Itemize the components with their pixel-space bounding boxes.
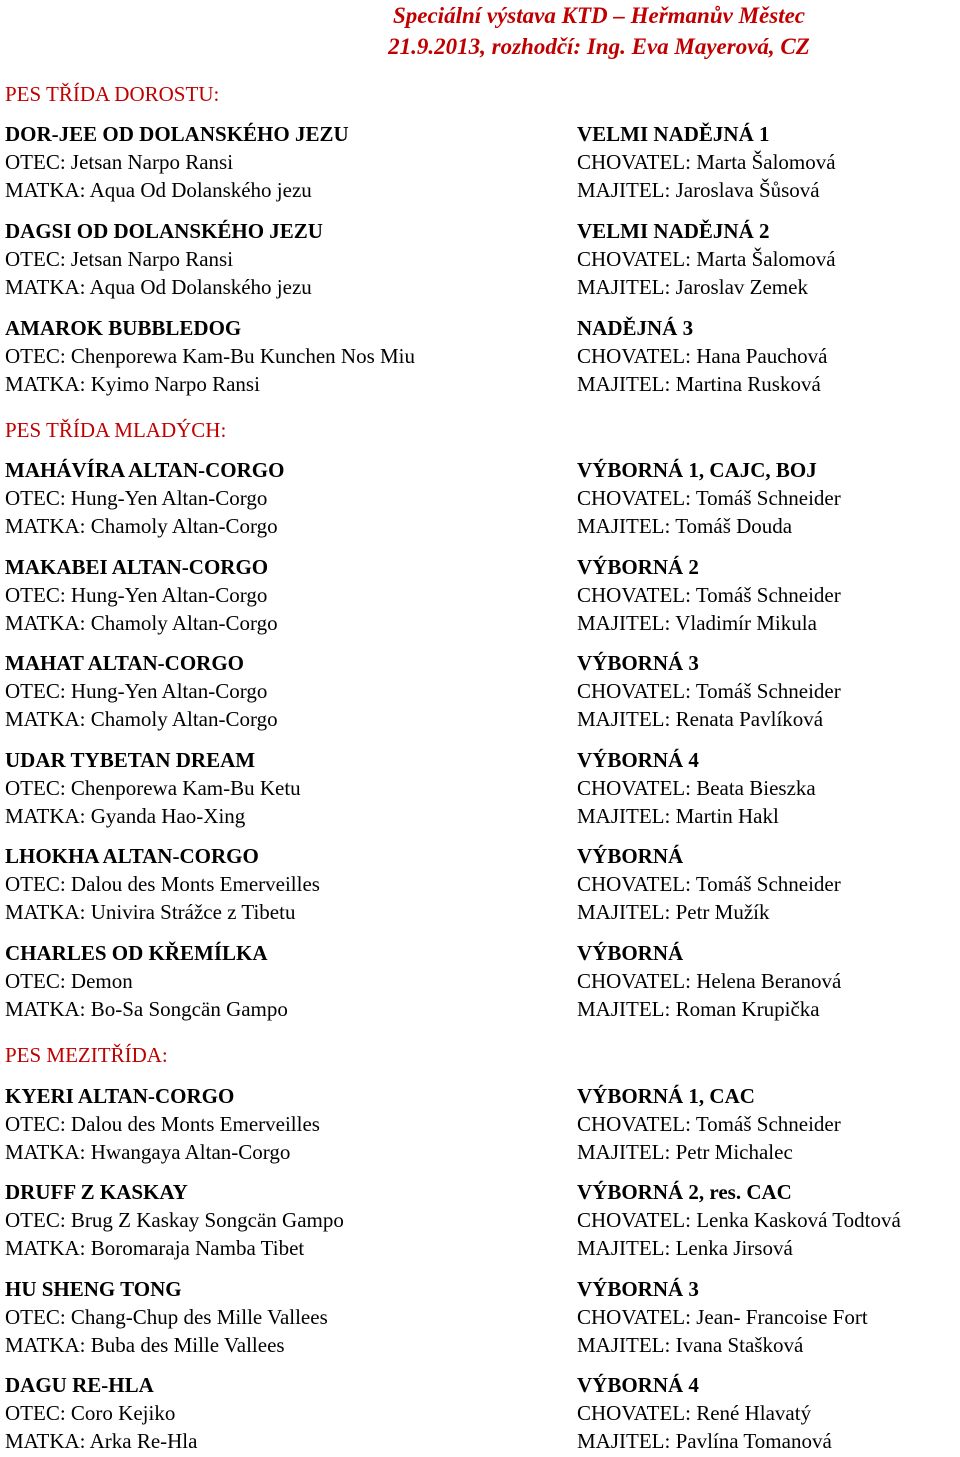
dog-entry	[5, 1371, 960, 1457]
dog-owner: MAJITEL: Pavlína Tomanová	[577, 1429, 832, 1453]
dog-mother: MATKA: Chamoly Altan-Corgo	[5, 611, 278, 635]
dog-mother: MATKA: Boromaraja Namba Tibet	[5, 1236, 305, 1260]
dog-result: VÝBORNÁ 1, CAJC, BOJ	[577, 458, 817, 482]
dog-entry	[5, 1275, 960, 1361]
dog-name: AMAROK BUBBLEDOG	[5, 316, 242, 340]
dog-breeder: CHOVATEL: Beata Bieszka	[577, 776, 816, 800]
dog-breeder: CHOVATEL: Helena Beranová	[577, 969, 842, 993]
dog-entry	[5, 120, 960, 206]
dog-mother: MATKA: Chamoly Altan-Corgo	[5, 514, 278, 538]
dog-result: VÝBORNÁ 4	[577, 1373, 699, 1397]
dog-entry	[5, 553, 960, 639]
dog-father: OTEC: Brug Z Kaskay Songcän Gampo	[5, 1208, 344, 1232]
dog-entry	[5, 1082, 960, 1168]
dog-father: OTEC: Dalou des Monts Emerveilles	[5, 1112, 320, 1136]
dog-mother: MATKA: Univira Strážce z Tibetu	[5, 900, 296, 924]
dog-father: OTEC: Dalou des Monts Emerveilles	[5, 872, 320, 896]
show-date-judge: 21.9.2013, rozhodčí: Ing. Eva Mayerová, CZ	[388, 34, 810, 59]
dog-name: DAGU RE-HLA	[5, 1373, 154, 1397]
dog-father: OTEC: Hung-Yen Altan-Corgo	[5, 583, 268, 607]
dog-father: OTEC: Demon	[5, 969, 133, 993]
show-title: Speciální výstava KTD – Heřmanův Městec	[392, 3, 806, 28]
dog-result: NADĚJNÁ 3	[577, 316, 694, 340]
dog-father: OTEC: Jetsan Narpo Ransi	[5, 150, 234, 174]
dog-name: MAKABEI ALTAN-CORGO	[5, 555, 269, 579]
dog-breeder: CHOVATEL: René Hlavatý	[577, 1401, 812, 1425]
dog-father: OTEC: Chenporewa Kam-Bu Ketu	[5, 776, 301, 800]
dog-father: OTEC: Coro Kejiko	[5, 1401, 176, 1425]
dog-mother: MATKA: Hwangaya Altan-Corgo	[5, 1140, 291, 1164]
dog-breeder: CHOVATEL: Tomáš Schneider	[577, 679, 841, 703]
dog-owner: MAJITEL: Roman Krupička	[577, 997, 820, 1021]
dog-name: UDAR TYBETAN DREAM	[5, 748, 256, 772]
dog-name: DOR-JEE OD DOLANSKÉHO JEZU	[5, 122, 349, 146]
dog-owner: MAJITEL: Petr Mužík	[577, 900, 770, 924]
dog-owner: MAJITEL: Vladimír Mikula	[577, 611, 817, 635]
section-title: PES TŘÍDA DOROSTU:	[5, 82, 220, 106]
dog-entry	[5, 456, 960, 542]
dog-father: OTEC: Chang-Chup des Mille Vallees	[5, 1305, 328, 1329]
dog-mother: MATKA: Gyanda Hao-Xing	[5, 804, 246, 828]
dog-breeder: CHOVATEL: Lenka Kasková Todtová	[577, 1208, 901, 1232]
dog-owner: MAJITEL: Tomáš Douda	[577, 514, 793, 538]
dog-entry	[5, 746, 960, 832]
dog-result: VÝBORNÁ 3	[577, 1277, 699, 1301]
dog-breeder: CHOVATEL: Jean- Francoise Fort	[577, 1305, 868, 1329]
dog-entry	[5, 649, 960, 735]
dog-result: VÝBORNÁ	[577, 844, 684, 868]
dog-father: OTEC: Jetsan Narpo Ransi	[5, 247, 234, 271]
dog-entry	[5, 842, 960, 928]
dog-father: OTEC: Chenporewa Kam-Bu Kunchen Nos Miu	[5, 344, 416, 368]
dog-owner: MAJITEL: Jaroslav Zemek	[577, 275, 808, 299]
page-header	[238, 0, 960, 62]
dog-mother: MATKA: Buba des Mille Vallees	[5, 1333, 285, 1357]
dog-breeder: CHOVATEL: Tomáš Schneider	[577, 486, 841, 510]
section-title: PES MEZITŘÍDA:	[5, 1043, 168, 1067]
dog-mother: MATKA: Kyimo Narpo Ransi	[5, 372, 260, 396]
dog-owner: MAJITEL: Lenka Jirsová	[577, 1236, 793, 1260]
dog-breeder: CHOVATEL: Tomáš Schneider	[577, 1112, 841, 1136]
dog-result: VELMI NADĚJNÁ 1	[577, 122, 770, 146]
dog-breeder: CHOVATEL: Marta Šalomová	[577, 150, 836, 174]
dog-result: VÝBORNÁ 3	[577, 651, 699, 675]
dog-result: VELMI NADĚJNÁ 2	[577, 219, 770, 243]
dog-name: DRUFF Z KASKAY	[5, 1180, 188, 1204]
dog-owner: MAJITEL: Martina Rusková	[577, 372, 821, 396]
dog-breeder: CHOVATEL: Hana Pauchová	[577, 344, 828, 368]
dog-result: VÝBORNÁ 4	[577, 748, 699, 772]
dog-name: HU SHENG TONG	[5, 1277, 182, 1301]
dog-result: VÝBORNÁ 2, res. CAC	[577, 1180, 792, 1204]
dog-entry	[5, 217, 960, 303]
section-title: PES TŘÍDA MLADÝCH:	[5, 418, 227, 442]
dog-breeder: CHOVATEL: Tomáš Schneider	[577, 583, 841, 607]
dog-breeder: CHOVATEL: Tomáš Schneider	[577, 872, 841, 896]
dog-owner: MAJITEL: Martin Hakl	[577, 804, 779, 828]
dog-breeder: CHOVATEL: Marta Šalomová	[577, 247, 836, 271]
dog-name: LHOKHA ALTAN-CORGO	[5, 844, 259, 868]
dog-name: CHARLES OD KŘEMÍLKA	[5, 941, 268, 965]
dog-result: VÝBORNÁ 1, CAC	[577, 1084, 755, 1108]
dog-mother: MATKA: Bo-Sa Songcän Gampo	[5, 997, 288, 1021]
dog-entry	[5, 1178, 960, 1264]
dog-name: MAHÁVÍRA ALTAN-CORGO	[5, 458, 285, 482]
dog-mother: MATKA: Aqua Od Dolanského jezu	[5, 178, 312, 202]
dog-father: OTEC: Hung-Yen Altan-Corgo	[5, 679, 268, 703]
dog-result: VÝBORNÁ 2	[577, 555, 699, 579]
dog-owner: MAJITEL: Renata Pavlíková	[577, 707, 824, 731]
dog-name: MAHAT ALTAN-CORGO	[5, 651, 244, 675]
dog-name: KYERI ALTAN-CORGO	[5, 1084, 235, 1108]
dog-mother: MATKA: Arka Re-Hla	[5, 1429, 198, 1453]
dog-owner: MAJITEL: Petr Michalec	[577, 1140, 793, 1164]
dog-name: DAGSI OD DOLANSKÉHO JEZU	[5, 219, 323, 243]
dog-owner: MAJITEL: Jaroslava Šůsová	[577, 178, 820, 202]
dog-father: OTEC: Hung-Yen Altan-Corgo	[5, 486, 268, 510]
dog-result: VÝBORNÁ	[577, 941, 684, 965]
dog-mother: MATKA: Chamoly Altan-Corgo	[5, 707, 278, 731]
dog-entry	[5, 314, 960, 400]
dog-entry	[5, 939, 960, 1025]
dog-owner: MAJITEL: Ivana Stašková	[577, 1333, 804, 1357]
dog-mother: MATKA: Aqua Od Dolanského jezu	[5, 275, 312, 299]
